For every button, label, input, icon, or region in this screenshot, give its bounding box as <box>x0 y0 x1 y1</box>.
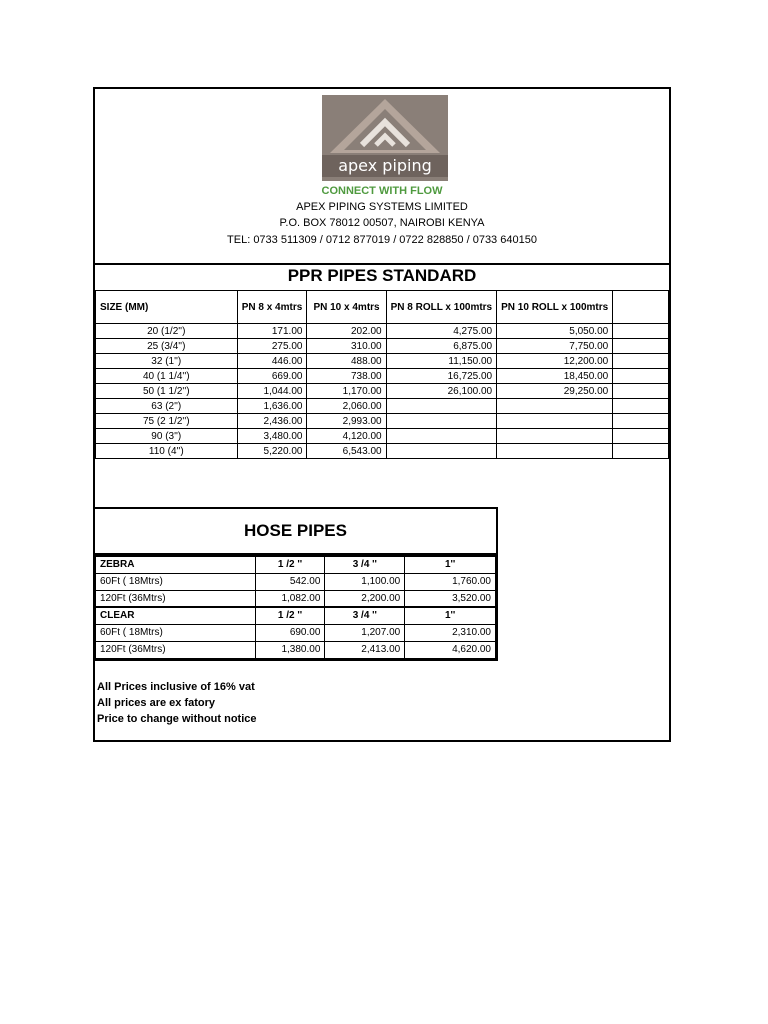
hose-header-cell: 1'' <box>405 556 496 573</box>
hose-length-cell: 120Ft (36Mtrs) <box>96 641 256 658</box>
table-row <box>96 354 669 369</box>
price-cell <box>613 399 669 414</box>
price-cell: 690.00 <box>255 624 325 641</box>
price-cell: 12,200.00 <box>497 354 613 369</box>
hose-length-cell: 60Ft ( 18Mtrs) <box>96 573 256 590</box>
price-cell: 310.00 <box>307 339 386 354</box>
price-cell: 2,436.00 <box>237 414 307 429</box>
table-row <box>96 429 669 444</box>
price-cell: 1,760.00 <box>405 573 496 590</box>
price-cell <box>613 414 669 429</box>
ppr-header-cell: PN 10 x 4mtrs <box>307 291 386 324</box>
price-cell <box>613 384 669 399</box>
table-row <box>96 573 496 590</box>
note-vat: All Prices inclusive of 16% vat <box>97 681 255 693</box>
price-cell: 542.00 <box>255 573 325 590</box>
price-cell: 3,480.00 <box>237 429 307 444</box>
price-cell: 7,750.00 <box>497 339 613 354</box>
price-cell: 3,520.00 <box>405 590 496 607</box>
ppr-header-cell: SIZE (MM) <box>96 291 238 324</box>
table-row <box>96 384 669 399</box>
price-cell: 446.00 <box>237 354 307 369</box>
price-cell: 16,725.00 <box>386 369 497 384</box>
table-row <box>96 444 669 459</box>
table-row <box>96 399 669 414</box>
price-cell: 2,200.00 <box>325 590 405 607</box>
ppr-header-cell <box>613 291 669 324</box>
table-row <box>96 369 669 384</box>
price-cell: 18,450.00 <box>497 369 613 384</box>
price-cell: 29,250.00 <box>497 384 613 399</box>
table-row <box>96 339 669 354</box>
price-cell: 2,993.00 <box>307 414 386 429</box>
pipe-size-cell: 90 (3'') <box>96 429 238 444</box>
table-row <box>96 414 669 429</box>
notes <box>97 679 257 727</box>
price-cell: 11,150.00 <box>386 354 497 369</box>
pipe-size-cell: 75 (2 1/2'') <box>96 414 238 429</box>
price-cell <box>497 429 613 444</box>
price-cell: 1,044.00 <box>237 384 307 399</box>
ppr-header-cell: PN 8 x 4mtrs <box>237 291 307 324</box>
hose-header-cell: 1'' <box>405 607 496 624</box>
price-cell: 6,543.00 <box>307 444 386 459</box>
price-cell: 669.00 <box>237 369 307 384</box>
hose-header-cell: CLEAR <box>96 607 256 624</box>
note-ex-factory: All prices are ex fatory <box>97 697 216 709</box>
hose-header-cell: 1 /2 '' <box>255 607 325 624</box>
price-cell: 1,380.00 <box>255 641 325 658</box>
hose-header-cell: ZEBRA <box>96 556 256 573</box>
company-address: P.O. BOX 78012 00507, NAIROBI KENYA <box>279 217 485 229</box>
pipe-size-cell: 50 (1 1/2'') <box>96 384 238 399</box>
hose-header-cell: 1 /2 '' <box>255 556 325 573</box>
ppr-header-row <box>96 291 669 324</box>
price-cell: 4,120.00 <box>307 429 386 444</box>
price-cell: 2,060.00 <box>307 399 386 414</box>
price-cell: 5,220.00 <box>237 444 307 459</box>
price-cell: 1,100.00 <box>325 573 405 590</box>
price-cell <box>386 399 497 414</box>
pipe-size-cell: 32 (1'') <box>96 354 238 369</box>
price-cell: 738.00 <box>307 369 386 384</box>
price-cell: 6,875.00 <box>386 339 497 354</box>
zebra-header-row <box>96 556 496 573</box>
hose-section <box>95 507 498 661</box>
company-name: APEX PIPING SYSTEMS LIMITED <box>296 201 468 213</box>
price-cell: 1,170.00 <box>307 384 386 399</box>
hose-table <box>95 555 496 659</box>
hose-title: HOSE PIPES <box>95 509 496 555</box>
price-cell <box>613 444 669 459</box>
price-cell <box>613 354 669 369</box>
hose-length-cell: 120Ft (36Mtrs) <box>96 590 256 607</box>
hose-header-cell: 3 /4 '' <box>325 607 405 624</box>
hose-length-cell: 60Ft ( 18Mtrs) <box>96 624 256 641</box>
logo-brand-text: apex piping <box>322 155 448 177</box>
price-list-sheet <box>93 87 671 742</box>
price-cell: 202.00 <box>307 324 386 339</box>
price-cell <box>613 339 669 354</box>
price-cell <box>497 414 613 429</box>
price-cell: 2,310.00 <box>405 624 496 641</box>
pipe-size-cell: 20 (1/2'') <box>96 324 238 339</box>
price-cell: 4,275.00 <box>386 324 497 339</box>
pipe-size-cell: 63 (2'') <box>96 399 238 414</box>
ppr-table <box>95 290 669 459</box>
tagline: CONNECT WITH FLOW <box>321 185 443 197</box>
header-divider <box>95 263 669 265</box>
table-row <box>96 590 496 607</box>
price-cell <box>613 369 669 384</box>
price-cell: 5,050.00 <box>497 324 613 339</box>
price-cell <box>613 429 669 444</box>
price-cell <box>497 399 613 414</box>
table-row <box>96 624 496 641</box>
price-cell <box>386 444 497 459</box>
pipe-size-cell: 110 (4'') <box>96 444 238 459</box>
clear-header-row <box>96 607 496 624</box>
pipe-size-cell: 40 (1 1/4'') <box>96 369 238 384</box>
price-cell: 2,413.00 <box>325 641 405 658</box>
table-row <box>96 641 496 658</box>
ppr-header-cell: PN 10 ROLL x 100mtrs <box>497 291 613 324</box>
price-cell: 26,100.00 <box>386 384 497 399</box>
price-cell <box>386 414 497 429</box>
company-phone: TEL: 0733 511309 / 0712 877019 / 0722 828850 / 0733 640150 <box>227 234 537 246</box>
price-cell: 488.00 <box>307 354 386 369</box>
note-price-change: Price to change without notice <box>97 713 257 725</box>
apex-logo <box>322 95 448 181</box>
price-cell: 275.00 <box>237 339 307 354</box>
price-cell: 1,082.00 <box>255 590 325 607</box>
price-cell <box>386 429 497 444</box>
price-cell: 1,636.00 <box>237 399 307 414</box>
ppr-header-cell: PN 8 ROLL x 100mtrs <box>386 291 497 324</box>
price-cell <box>497 444 613 459</box>
price-cell: 1,207.00 <box>325 624 405 641</box>
hose-header-cell: 3 /4 '' <box>325 556 405 573</box>
price-cell: 4,620.00 <box>405 641 496 658</box>
table-row <box>96 324 669 339</box>
price-cell: 171.00 <box>237 324 307 339</box>
ppr-title: PPR PIPES STANDARD <box>287 266 477 285</box>
pipe-size-cell: 25 (3/4'') <box>96 339 238 354</box>
price-cell <box>613 324 669 339</box>
